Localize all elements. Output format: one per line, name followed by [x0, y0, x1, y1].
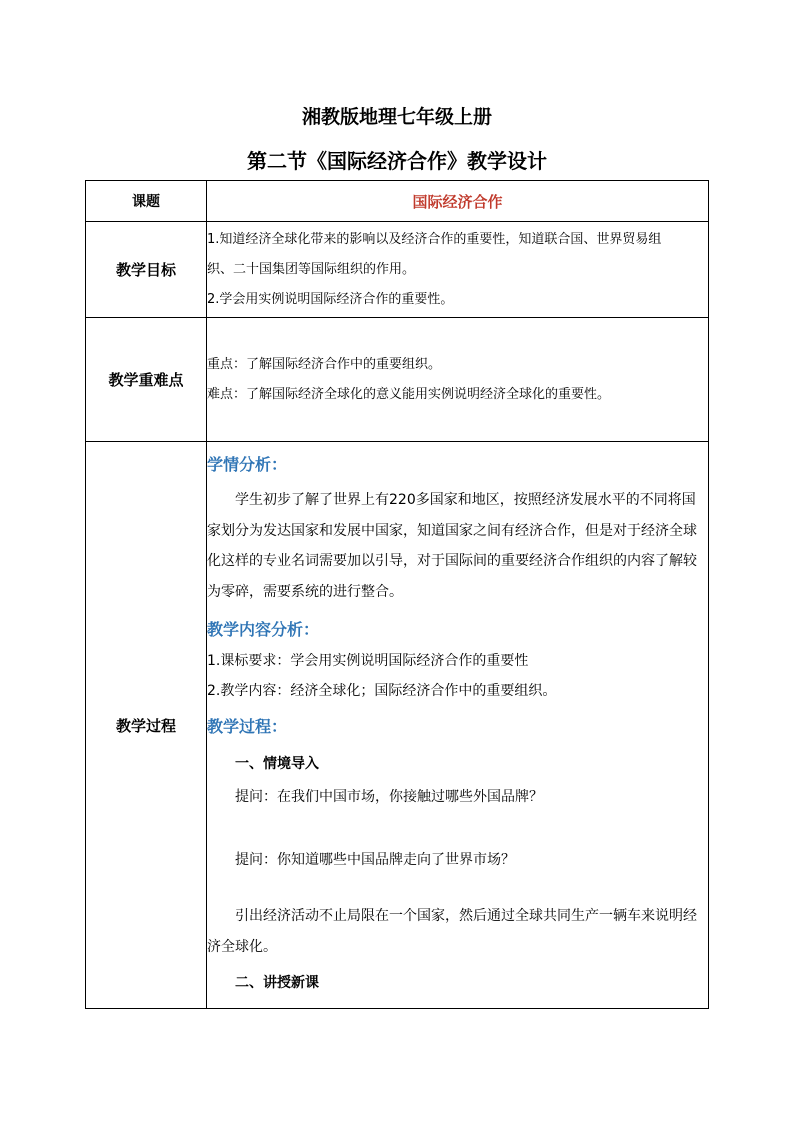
lesson-plan-table [85, 180, 709, 1009]
analysis-heading: 学情分析： [207, 455, 288, 474]
table-row-topic [86, 181, 709, 222]
document-subtitle: 第二节《国际经济合作》教学设计 [247, 149, 547, 173]
lead-text: 引出经济活动不止局限在一个国家，然后通过全球共同生产一辆车来说明经济全球化。 [207, 908, 697, 955]
question-2: 提问：你知道哪些中国品牌走向了世界市场？ [235, 852, 515, 868]
cell-process [207, 442, 709, 1009]
content-line-2: 2.教学内容：经济全球化；国际经济合作中的重要组织。 [207, 683, 557, 699]
analysis-text: 学生初步了解了世界上有220多国家和地区，按照经济发展水平的不同将国家划分为发达国家和发展中国家，知道国家之间有经济合作，但是对于经济全球化这样的专业名词需要加以引导，对于国际间的重要经济合作组织的内容了解较为零碎，需要系统的进行整合。 [207, 492, 697, 600]
content-heading: 教学内容分析： [207, 620, 320, 639]
section2-title: 二、讲授新课 [235, 975, 319, 991]
topic-value: 国际经济合作 [412, 192, 503, 211]
table-row-process [86, 442, 709, 1009]
table-row-keypoints [86, 318, 709, 442]
question-1: 提问：在我们中国市场，你接触过哪些外国品牌？ [235, 789, 543, 805]
section1-title: 一、情境导入 [235, 756, 319, 772]
table-row-goals [86, 222, 709, 318]
label-goals: 教学目标 [86, 222, 207, 318]
cell-topic [207, 181, 709, 222]
content-line-1: 1.课标要求：学会用实例说明国际经济合作的重要性 [207, 653, 529, 669]
cell-goals [207, 222, 709, 318]
label-process: 教学过程 [86, 442, 207, 1009]
document-title: 湘教版地理七年级上册 [301, 106, 492, 128]
label-keypoints: 教学重难点 [86, 318, 207, 442]
goal-line-1: 1.知道经济全球化带来的影响以及经济合作的重要性，知道联合国、世界贸易组 [207, 231, 662, 247]
label-topic: 课题 [86, 181, 207, 222]
goal-line-3: 2.学会用实例说明国际经济合作的重要性。 [207, 291, 454, 307]
cell-keypoints [207, 318, 709, 442]
process-heading: 教学过程： [207, 717, 288, 736]
goal-line-2: 织、二十国集团等国际组织的作用。 [207, 261, 416, 277]
key-point: 重点：了解国际经济合作中的重要组织。 [207, 356, 442, 372]
difficult-point: 难点：了解国际经济全球化的意义能用实例说明经济全球化的重要性。 [207, 386, 611, 402]
